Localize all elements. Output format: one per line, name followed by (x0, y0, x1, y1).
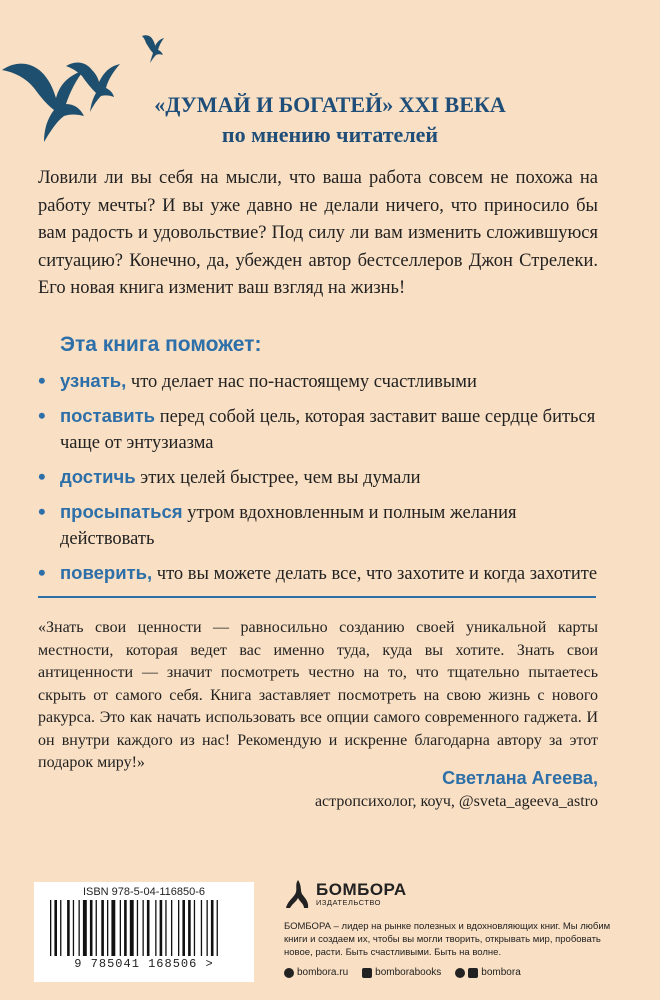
cover-title (130, 90, 530, 150)
barcode (34, 882, 254, 982)
bullet-icon: • (38, 560, 46, 585)
divider (38, 596, 596, 598)
barcode-bars-icon (46, 900, 242, 956)
social-link-site[interactable]: bombora.ru (284, 967, 348, 978)
list-item (38, 499, 598, 552)
barcode-number: 9 785041 168506 > (74, 957, 214, 971)
title-line-2: по мнению читателей (221, 122, 439, 147)
bombora-logo-icon (284, 878, 310, 910)
bullet-text: этих целей быстрее, чем вы думали (135, 468, 421, 488)
bullet-keyword: достичь (60, 466, 136, 487)
bullet-icon: • (38, 368, 46, 393)
publisher-name: БОМБОРА (316, 880, 407, 899)
isbn-label: ISBN 978-5-04-116850-6 (82, 886, 206, 898)
helps-heading: Эта книга поможет: (60, 333, 262, 356)
title-line-1: «ДУМАЙ И БОГАТЕЙ» XXI ВЕКА (154, 92, 506, 117)
list-item (38, 560, 598, 587)
list-item (38, 368, 598, 395)
bullet-icon: • (38, 403, 46, 428)
bullet-text: перед собой цель, которая заставит ваше сердце биться чаще от энтузиазма (60, 407, 596, 453)
quote-author-role: астропсихолог, коуч, @sveta_ageeva_astro (314, 793, 598, 810)
publisher-logo (284, 878, 624, 910)
bullet-text: что делает нас по-настоящему счастливыми (126, 372, 477, 392)
web-icon (284, 968, 294, 978)
list-item (38, 403, 598, 456)
quote-author: Светлана Агеева, (442, 768, 598, 788)
publisher-socials (284, 967, 624, 978)
bullet-icon: • (38, 464, 46, 489)
bullet-icon: • (38, 499, 46, 524)
youtube-icon (468, 968, 478, 978)
bullet-text: что вы можете делать все, что захотите и когда захотите (152, 564, 598, 584)
intro-paragraph: Ловили ли вы себя на мысли, что ваша работа совсем не похожа на работу мечты? И вы уже давно не делали ничего, что приносило бы вам радость и удовольствие? Под силу ли вам изменить сложившуюся ситуацию? Конечно, да, убежден автор бестселлеров Джон Стрелеки. Его новая книга изменит ваш взгляд на жизнь! (38, 168, 598, 298)
benefits-list (38, 368, 598, 595)
bullet-keyword: поставить (60, 405, 156, 426)
bullet-keyword: поверить, (60, 562, 153, 583)
vk-icon (362, 968, 372, 978)
bullet-keyword: узнать, (60, 370, 127, 391)
bullet-keyword: просыпаться (60, 501, 183, 522)
publisher-block (284, 878, 624, 978)
bullet-text: утром вдохновленным и полным желания действовать (60, 503, 517, 549)
telegram-icon (455, 968, 465, 978)
social-link-telegram[interactable]: bombora (455, 967, 520, 978)
publisher-subtitle: ИЗДАТЕЛЬСТВО (316, 898, 382, 907)
social-link-vk[interactable]: bomborabooks (362, 967, 441, 978)
publisher-description: БОМБОРА – лидер на рынке полезных и вдохновляющих книг. Мы любим книги и создаем их, чтобы вы могли творить, открывать мир, пробовать новое, расти. Быть счастливыми. Быть на волне. (284, 921, 611, 958)
list-item (38, 464, 598, 491)
testimonial-quote: «Знать свои ценности — равносильно созданию своей уникальной карты местности, которая ведет вас именно туда, куда вы хотите. Знать свои антиценности — значит посмотреть честно на то, что тщательно пытаетесь скрыть от самого себя. Книга заставляет посмотреть на свою жизнь с нового ракурса. Это как начать использовать все опции самого современного гаджета. И он внутри каждого из нас! Рекомендую и искренне благодарна автору за этот подарок миру!» (38, 619, 598, 771)
